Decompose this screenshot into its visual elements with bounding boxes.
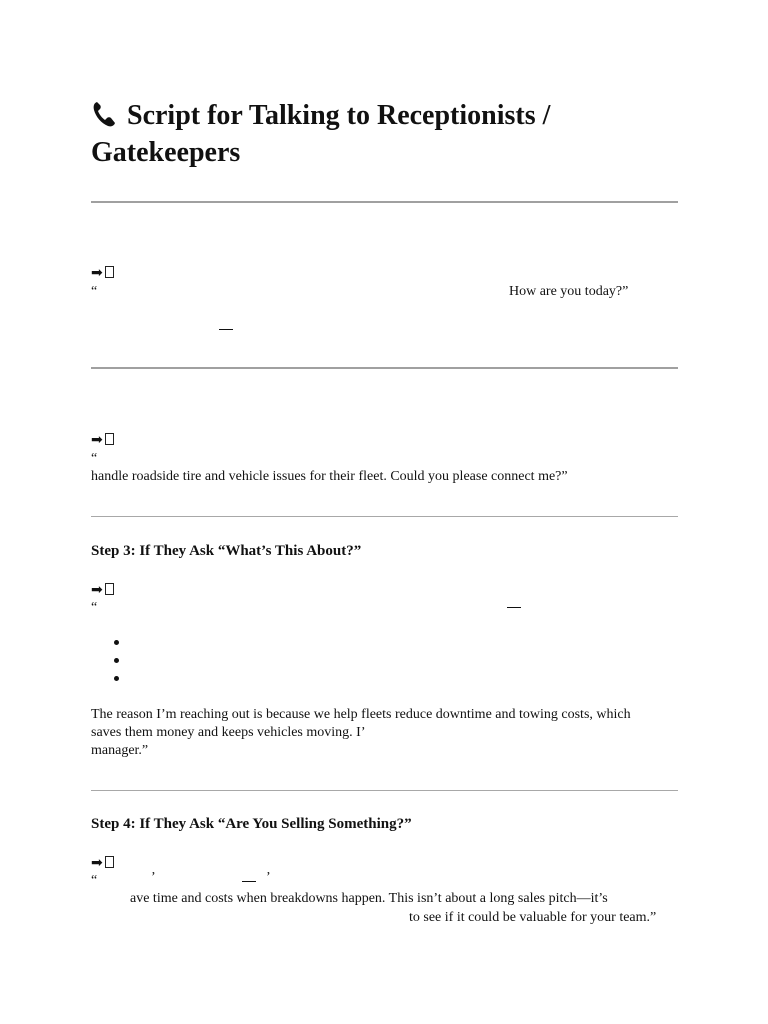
step-3-heading: Step 3: If They Ask “What’s This About?” xyxy=(91,543,362,559)
page-title xyxy=(91,99,550,133)
arrow-icon: ➡ xyxy=(91,855,103,871)
blank-line xyxy=(219,329,233,330)
missing-glyph-icon xyxy=(105,583,114,595)
apostrophe: ’ xyxy=(266,870,271,885)
greeting-text: How are you today?” xyxy=(509,284,629,299)
missing-glyph-icon xyxy=(105,266,114,278)
list-bullet xyxy=(114,676,119,681)
arrow-marker xyxy=(91,855,114,871)
divider xyxy=(91,516,678,517)
arrow-marker xyxy=(91,265,114,281)
open-quote: “ xyxy=(91,873,98,888)
divider xyxy=(91,367,678,369)
phone-icon xyxy=(91,100,117,128)
page-title-line-2: Gatekeepers xyxy=(91,137,241,168)
arrow-marker xyxy=(91,432,114,448)
missing-glyph-icon xyxy=(105,856,114,868)
arrow-icon: ➡ xyxy=(91,582,103,598)
selling-answer-line-2: ave time and costs when breakdowns happen. This isn’t about a long sales pitch—it’s xyxy=(130,891,608,906)
open-quote: “ xyxy=(91,600,98,615)
blank-line xyxy=(242,881,256,882)
selling-answer-line-3: to see if it could be valuable for your team.” xyxy=(409,910,657,925)
blank-line xyxy=(507,607,521,608)
divider xyxy=(91,201,678,203)
reason-text-line-2: saves them money and keeps vehicles moving. I’ xyxy=(91,725,366,740)
divider xyxy=(91,790,678,791)
step-4-heading: Step 4: If They Ask “Are You Selling Something?” xyxy=(91,816,412,832)
title-line-1: Script for Talking to Receptionists / xyxy=(127,100,551,131)
apostrophe: ’ xyxy=(151,870,156,885)
arrow-icon: ➡ xyxy=(91,432,103,448)
open-quote: “ xyxy=(91,284,98,299)
reason-text-line-3: manager.” xyxy=(91,743,149,758)
connect-request-text: handle roadside tire and vehicle issues for their fleet. Could you please connect me?” xyxy=(91,469,568,484)
arrow-marker xyxy=(91,582,114,598)
missing-glyph-icon xyxy=(105,433,114,445)
list-bullet xyxy=(114,658,119,663)
reason-text-line-1: The reason I’m reaching out is because we help fleets reduce downtime and towing costs, which xyxy=(91,707,631,722)
arrow-icon: ➡ xyxy=(91,265,103,281)
open-quote: “ xyxy=(91,451,98,466)
list-bullet xyxy=(114,640,119,645)
